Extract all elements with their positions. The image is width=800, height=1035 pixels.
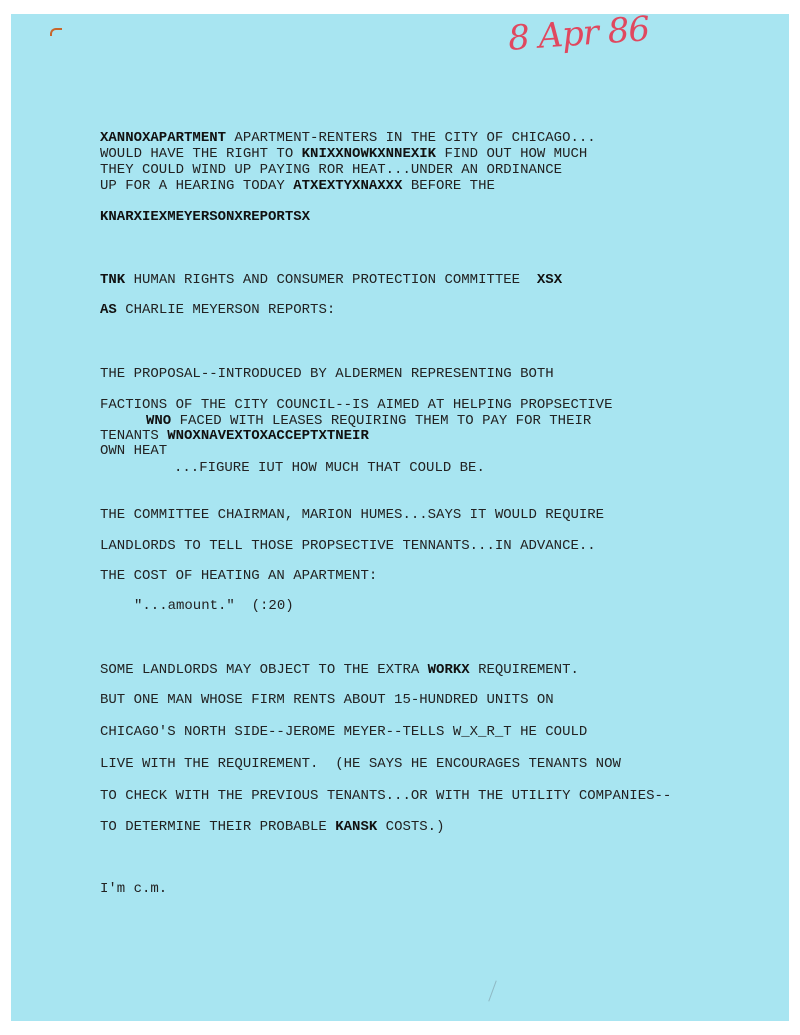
intro-line-1: XANNOXAPARTMENT APARTMENT-RENTERS IN THE CITY OF CHICAGO... bbox=[100, 130, 596, 146]
proposal-line-4: TENANTS WNOXNAVEXTOXACCEPTXTNEIR bbox=[100, 428, 369, 444]
strikeout-text: TNK bbox=[100, 272, 126, 288]
strikeout-text: WORKX bbox=[427, 662, 470, 678]
committee-line-1: TNK HUMAN RIGHTS AND CONSUMER PROTECTION COMMITTEE XSX bbox=[100, 272, 563, 288]
proposal-line-1: THE PROPOSAL--INTRODUCED BY ALDERMEN REPRESENTING BOTH bbox=[100, 366, 554, 382]
chairman-line-3: THE COST OF HEATING AN APARTMENT: bbox=[100, 568, 378, 584]
pen-mark-icon bbox=[50, 28, 62, 36]
proposal-line-2: FACTIONS OF THE CITY COUNCIL--IS AIMED AT HELPING PROPSECTIVE bbox=[100, 397, 613, 413]
intro-line-4: UP FOR A HEARING TODAY ATXEXTYXNAXXX BEFORE THE bbox=[100, 178, 495, 194]
proposal-line-5: OWN HEAT bbox=[100, 443, 168, 459]
landlords-line-5: TO CHECK WITH THE PREVIOUS TENANTS...OR WITH THE UTILITY COMPANIES-- bbox=[100, 788, 672, 804]
strikeout-text: WNO bbox=[146, 413, 172, 429]
strikeout-text: WNOXNAVEXTOXACCEPTXTNEIR bbox=[167, 428, 369, 444]
strikeout-text: KNIXXNOWKXNNEXIK bbox=[301, 146, 437, 162]
landlords-line-3: CHICAGO'S NORTH SIDE--JEROME MEYER--TELLS W_X_R_T HE COULD bbox=[100, 724, 588, 740]
chairman-line-2: LANDLORDS TO TELL THOSE PROPSECTIVE TENNANTS...IN ADVANCE.. bbox=[100, 538, 596, 554]
strikeout-text: ATXEXTYXNAXXX bbox=[293, 178, 403, 194]
proposal-line-6: ...FIGURE IUT HOW MUCH THAT COULD BE. bbox=[174, 460, 485, 476]
chairman-line-1: THE COMMITTEE CHAIRMAN, MARION HUMES...SAYS IT WOULD REQUIRE bbox=[100, 507, 605, 523]
landlords-line-2: BUT ONE MAN WHOSE FIRM RENTS ABOUT 15-HUNDRED UNITS ON bbox=[100, 692, 554, 708]
signoff: I'm c.m. bbox=[100, 881, 168, 897]
strikeout-text: KNARXIEXMEYERSONXREPORTSX bbox=[100, 209, 311, 225]
intro-line-5 bbox=[100, 209, 310, 225]
landlords-line-4: LIVE WITH THE REQUIREMENT. (HE SAYS HE ENCOURAGES TENANTS NOW bbox=[100, 756, 621, 772]
handwritten-date: 8 Apr 86 bbox=[506, 9, 651, 59]
committee-line-2: AS CHARLIE MEYERSON REPORTS: bbox=[100, 302, 336, 318]
proposal-line-3: WNO FACED WITH LEASES REQUIRING THEM TO PAY FOR THEIR bbox=[146, 413, 592, 429]
intro-line-2: WOULD HAVE THE RIGHT TO KNIXXNOWKXNNEXIK FIND OUT HOW MUCH bbox=[100, 146, 588, 162]
strikeout-text: AS bbox=[100, 302, 117, 318]
chairman-quote: "...amount." (:20) bbox=[134, 598, 294, 614]
strikeout-text: KANSK bbox=[335, 819, 378, 835]
strikeout-text: XANNOXAPARTMENT bbox=[100, 130, 227, 146]
landlords-line-6: TO DETERMINE THEIR PROBABLE KANSK COSTS.) bbox=[100, 819, 445, 835]
intro-line-3: THEY COULD WIND UP PAYING ROR HEAT...UNDER AN ORDINANCE bbox=[100, 162, 563, 178]
strikeout-text: XSX bbox=[536, 272, 563, 288]
landlords-line-1: SOME LANDLORDS MAY OBJECT TO THE EXTRA WORKX REQUIREMENT. bbox=[100, 662, 579, 678]
